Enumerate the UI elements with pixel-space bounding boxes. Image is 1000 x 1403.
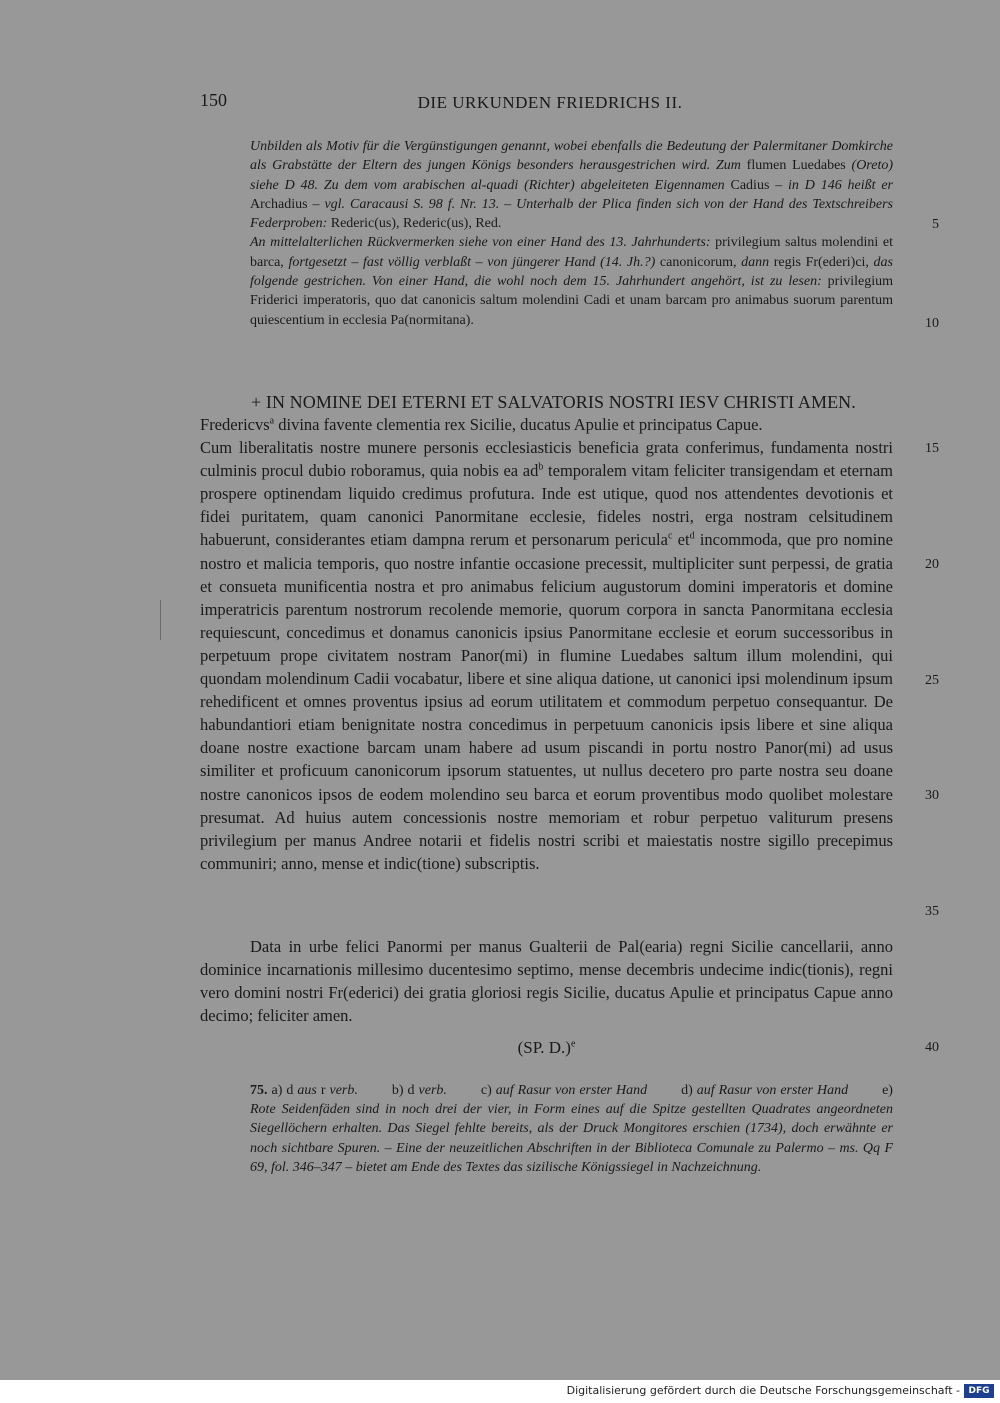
line-number: 25 [925,673,939,688]
funding-notice: Digitalisierung gefördert durch die Deutsche Forschungsgemeinschaft - [566,1384,960,1397]
footnote-text: verb. [329,1083,358,1098]
footnote-ref: d [689,530,695,542]
line-number: 20 [925,557,939,572]
commentary-text: An mittelalterlichen Rückvermerken siehe von einer Hand des 13. Jahrhunderts: [250,235,716,251]
footnote-paragraph [250,1081,893,1177]
footnote-number: 75. [250,1083,268,1098]
commentary-text: – in D 146 heißt er [769,177,894,193]
intitulatio-name: redericvs [209,415,270,434]
dfg-logo: DFG [964,1384,994,1398]
footnote-item [681,1083,848,1098]
line-number: 15 [925,441,939,456]
commentary-text: dann [741,254,774,270]
commentary-text: – vgl. Caracausi S. 98 f. Nr. 13. – Unterhalb der Plica finden sich von der Hand des Textschreibers Federproben: [250,196,893,232]
footnote-ref: c [667,530,673,542]
footnote-text: e) [882,1083,893,1098]
page-number: 150 [200,90,227,110]
margin-mark [160,600,161,640]
footnote-text: d) [681,1083,697,1098]
line-number: 5 [932,217,939,232]
charter-text [200,413,893,875]
footnote-text: auf Rasur von erster Hand [495,1083,648,1098]
commentary-paragraph [250,137,893,233]
charter-body [200,436,893,875]
charter-text-run: temporalem vitam feliciter transigendam et eternam prospere optinendam liquido credimus profutura. Inde est utique, quod nos attendentes devotionis et fidei puritatem, quam canonici Panormitane ecclesie, fideles nostri, erga nostram celsitudinem habuerunt, considerantes etiam dampna rerum et personarum pericula [200,461,893,550]
line-number: 40 [925,1040,939,1055]
footnote-text: Rote Seidenfäden sind in noch drei der vier, in Form eines auf die Spitze gestellten Quadrates angeordneten Siegellöchern erhalten. Das Siegel fehlte bereits, als der Druck Mongitores erschien (1734), doch erwähnte er noch sichtbare Spuren. – Eine der neuzeitlichen Abschriften in der Biblioteca Comunale zu Palermo – ms. Qq F 69, fol. 346–347 – bietet am Ende des Textes das sizilische Königssiegel in Nachzeichnung. [250,1102,893,1175]
invocation-line: + IN NOMINE DEI ETERNI ET SALVATORIS NOSTRI IESV CHRISTI AMEN. [251,392,856,412]
commentary-text: Cadius [730,177,770,193]
commentary-text: fortgesetzt – fast völlig verblaßt – von jüngerer Hand (14. Jh.?) [288,254,660,270]
footnote-text: auf Rasur von erster Hand [696,1083,849,1098]
commentary-text: das folgende gestrichen. Von einer Hand, die wohl noch dem 15. Jahrhundert angehört, ist zu lesen: [250,254,893,290]
commentary-text: Unbilden als Motiv für die Vergünstigungen genannt, wobei ebenfalls die Bedeutung der Palermitaner Domkirche als Grabstätte der Eltern des jungen Königs besonders herausgestrichen wird. Zum [250,139,893,174]
footnote-text: b) d [391,1083,419,1098]
commentary-paragraph [250,233,893,329]
footnote-item [272,1083,358,1098]
commentary-text: privilegium Friderici imperatoris, quo dat canonicis saltum molendini Cadi et unam barcam pro animabus suorum parentum quiescentium in ecclesia Pa(normitana). [250,274,893,328]
intitulatio-initial: F [200,415,210,434]
commentary-text: canonicorum, [659,254,742,270]
footnote-item [392,1083,447,1098]
line-number: 30 [925,788,939,803]
footer-bar [0,1380,1000,1403]
dating-clause [200,935,893,1027]
charter-text-run: incommoda, que pro nomine nostro et malicia temporis, quo nostre infantie occasione precessit, multipliciter sunt perpessi, de gratia et consueta munificentia nostra et pro animabus felicium augustorum domini imperatoris et domine imperatricis parentum nostrorum recolende memorie, quorum corpora in sancta Panormitana ecclesia requiescunt, concedimus et donamus canonicis ipsius Panormitane ecclesie et eorum successoribus in perpetuum prope civitatem nostram Panor(mi) in flumine Luedabes saltum illum molendini, qui quondam molendinum Cadii vocabatur, libere et sine aliqua datione, ut canonici ipsi molendinum ipsum rehedificent et omnes proventus ipsius ad eorum utilitatem et commodum perpetuo consequantur. De habundantiori etiam benignitate nostra concedimus in perpetuum canonicis ipsis libere et sine aliqua doane nostre exactione barcam unam habere ad usum piscandi in portu nostro Panor(mi) ad usus similiter et proficuum canonicorum ipsorum statuentes, ut nullus decetero pro parte nostra seu doane nostre canonicos ipsos de eodem molendino seu barca et eorum proventibus modo quolibet molestare presumat. Ad huius autem concessionis nostre memoriam et robur perpetuo valiturum presens privilegium per manus Andree notarii et fidelis nostri scribi et maiestatis nostre sigillo precepimus communiri; anno, mense et indic(tione) subscriptis. [200,530,893,873]
seal-notation [200,1038,893,1058]
commentary-text: Archadius [250,196,308,212]
footnote-ref: a [269,415,275,427]
commentary-text: privilegium saltus molendini et barca, [250,235,894,270]
intitulatio-rest: divina favente clementia rex Sicilie, ducatus Apulie et principatus Capue. [274,415,763,434]
charter-text-run: et [672,530,690,550]
commentary-text: (Oreto) siehe D 48. Zu dem vom arabischen al-quadi (Richter) abgeleiteten Eigennamen [250,158,893,193]
line-number: 10 [925,316,939,331]
commentary-text: flumen Luedabes [746,158,852,174]
running-title: DIE URKUNDEN FRIEDRICHS II. [417,93,683,112]
introductory-commentary [250,137,893,330]
commentary-text: regis Fr(ederi)ci, [773,254,874,270]
footnote-text: c) [480,1083,496,1098]
footnote-text: r [316,1083,330,1098]
footnote-item [481,1083,647,1098]
footnote-ref: b [538,461,544,473]
intitulatio [200,413,893,436]
dating-text: Data in urbe felici Panormi per manus Gualterii de Pal(earia) regni Sicilie cancellarii, anno dominice incarnationis millesimo ducentesimo septimo, mense decembris undecime indic(tionis), regni vero domini nostri Fr(ederici) dei gratia gloriosi regis Sicilie, ducatus Apulie et principatus Capue anno decimo; feliciter amen. [200,937,893,1026]
footnote-text: aus [297,1083,317,1098]
seal-text: (SP. D.) [517,1038,571,1057]
charter-text-run: Cum liberalitatis nostre munere personis ecclesiasticis beneficia grata conferimus, fundamenta nostri culminis procul dubio roboramus, quia nobis ea ad [200,438,893,481]
page-header [200,90,900,116]
commentary-text: Rederic(us), Rederic(us), Red. [330,216,502,232]
footnote-ref: e [570,1038,576,1050]
footnote-text: verb. [418,1083,447,1098]
line-number: 35 [925,904,939,919]
footnotes [250,1081,893,1177]
footnote-text: a) d [271,1083,298,1098]
